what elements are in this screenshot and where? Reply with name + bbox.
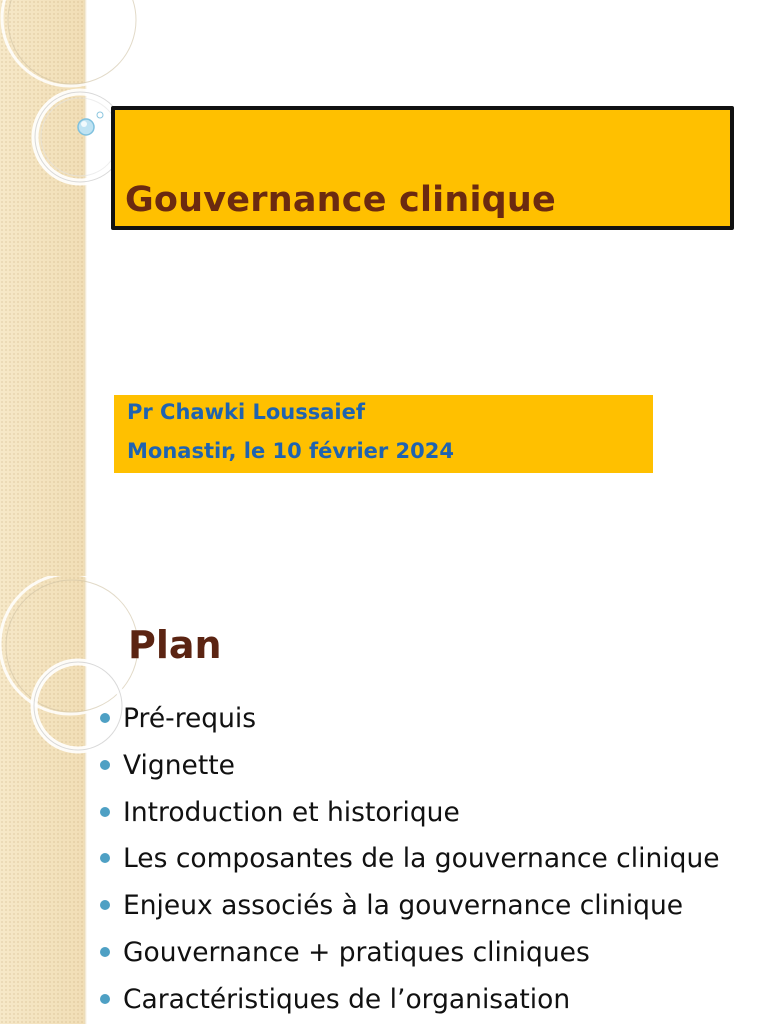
decorative-side-strip	[0, 0, 84, 576]
side-strip-edge	[84, 0, 87, 576]
bullet-dot-icon	[100, 713, 110, 723]
list-item-text: Caractéristiques de l’organisation	[123, 983, 571, 1015]
bullet-dot-icon	[100, 947, 110, 957]
list-item-text: Gouvernance + pratiques cliniques	[123, 936, 590, 968]
author-name: Pr Chawki Loussaief	[127, 400, 365, 424]
list-item-text: Vignette	[123, 749, 235, 781]
plan-title: Plan	[128, 623, 222, 667]
bullet-dot-icon	[100, 853, 110, 863]
decorative-side-strip	[0, 576, 84, 1024]
plan-slide	[0, 576, 768, 1024]
slide-title: Gouvernance clinique	[125, 180, 556, 220]
side-strip-edge	[84, 576, 87, 1024]
list-item-text: Introduction et historique	[123, 796, 460, 828]
author-box	[114, 395, 653, 473]
bullet-dot-icon	[100, 994, 110, 1004]
list-item-text: Enjeux associés à la gouvernance clinique	[123, 890, 684, 922]
place-date: Monastir, le 10 février 2024	[127, 439, 455, 463]
list-item-text: Les composantes de la gouvernance clinique	[123, 843, 720, 875]
list-item-text: Pré-requis	[123, 703, 257, 734]
bullet-dot-icon	[100, 760, 110, 770]
title-box	[111, 106, 734, 230]
bullet-dot-icon	[100, 900, 110, 910]
bullet-dot-icon	[100, 807, 110, 817]
